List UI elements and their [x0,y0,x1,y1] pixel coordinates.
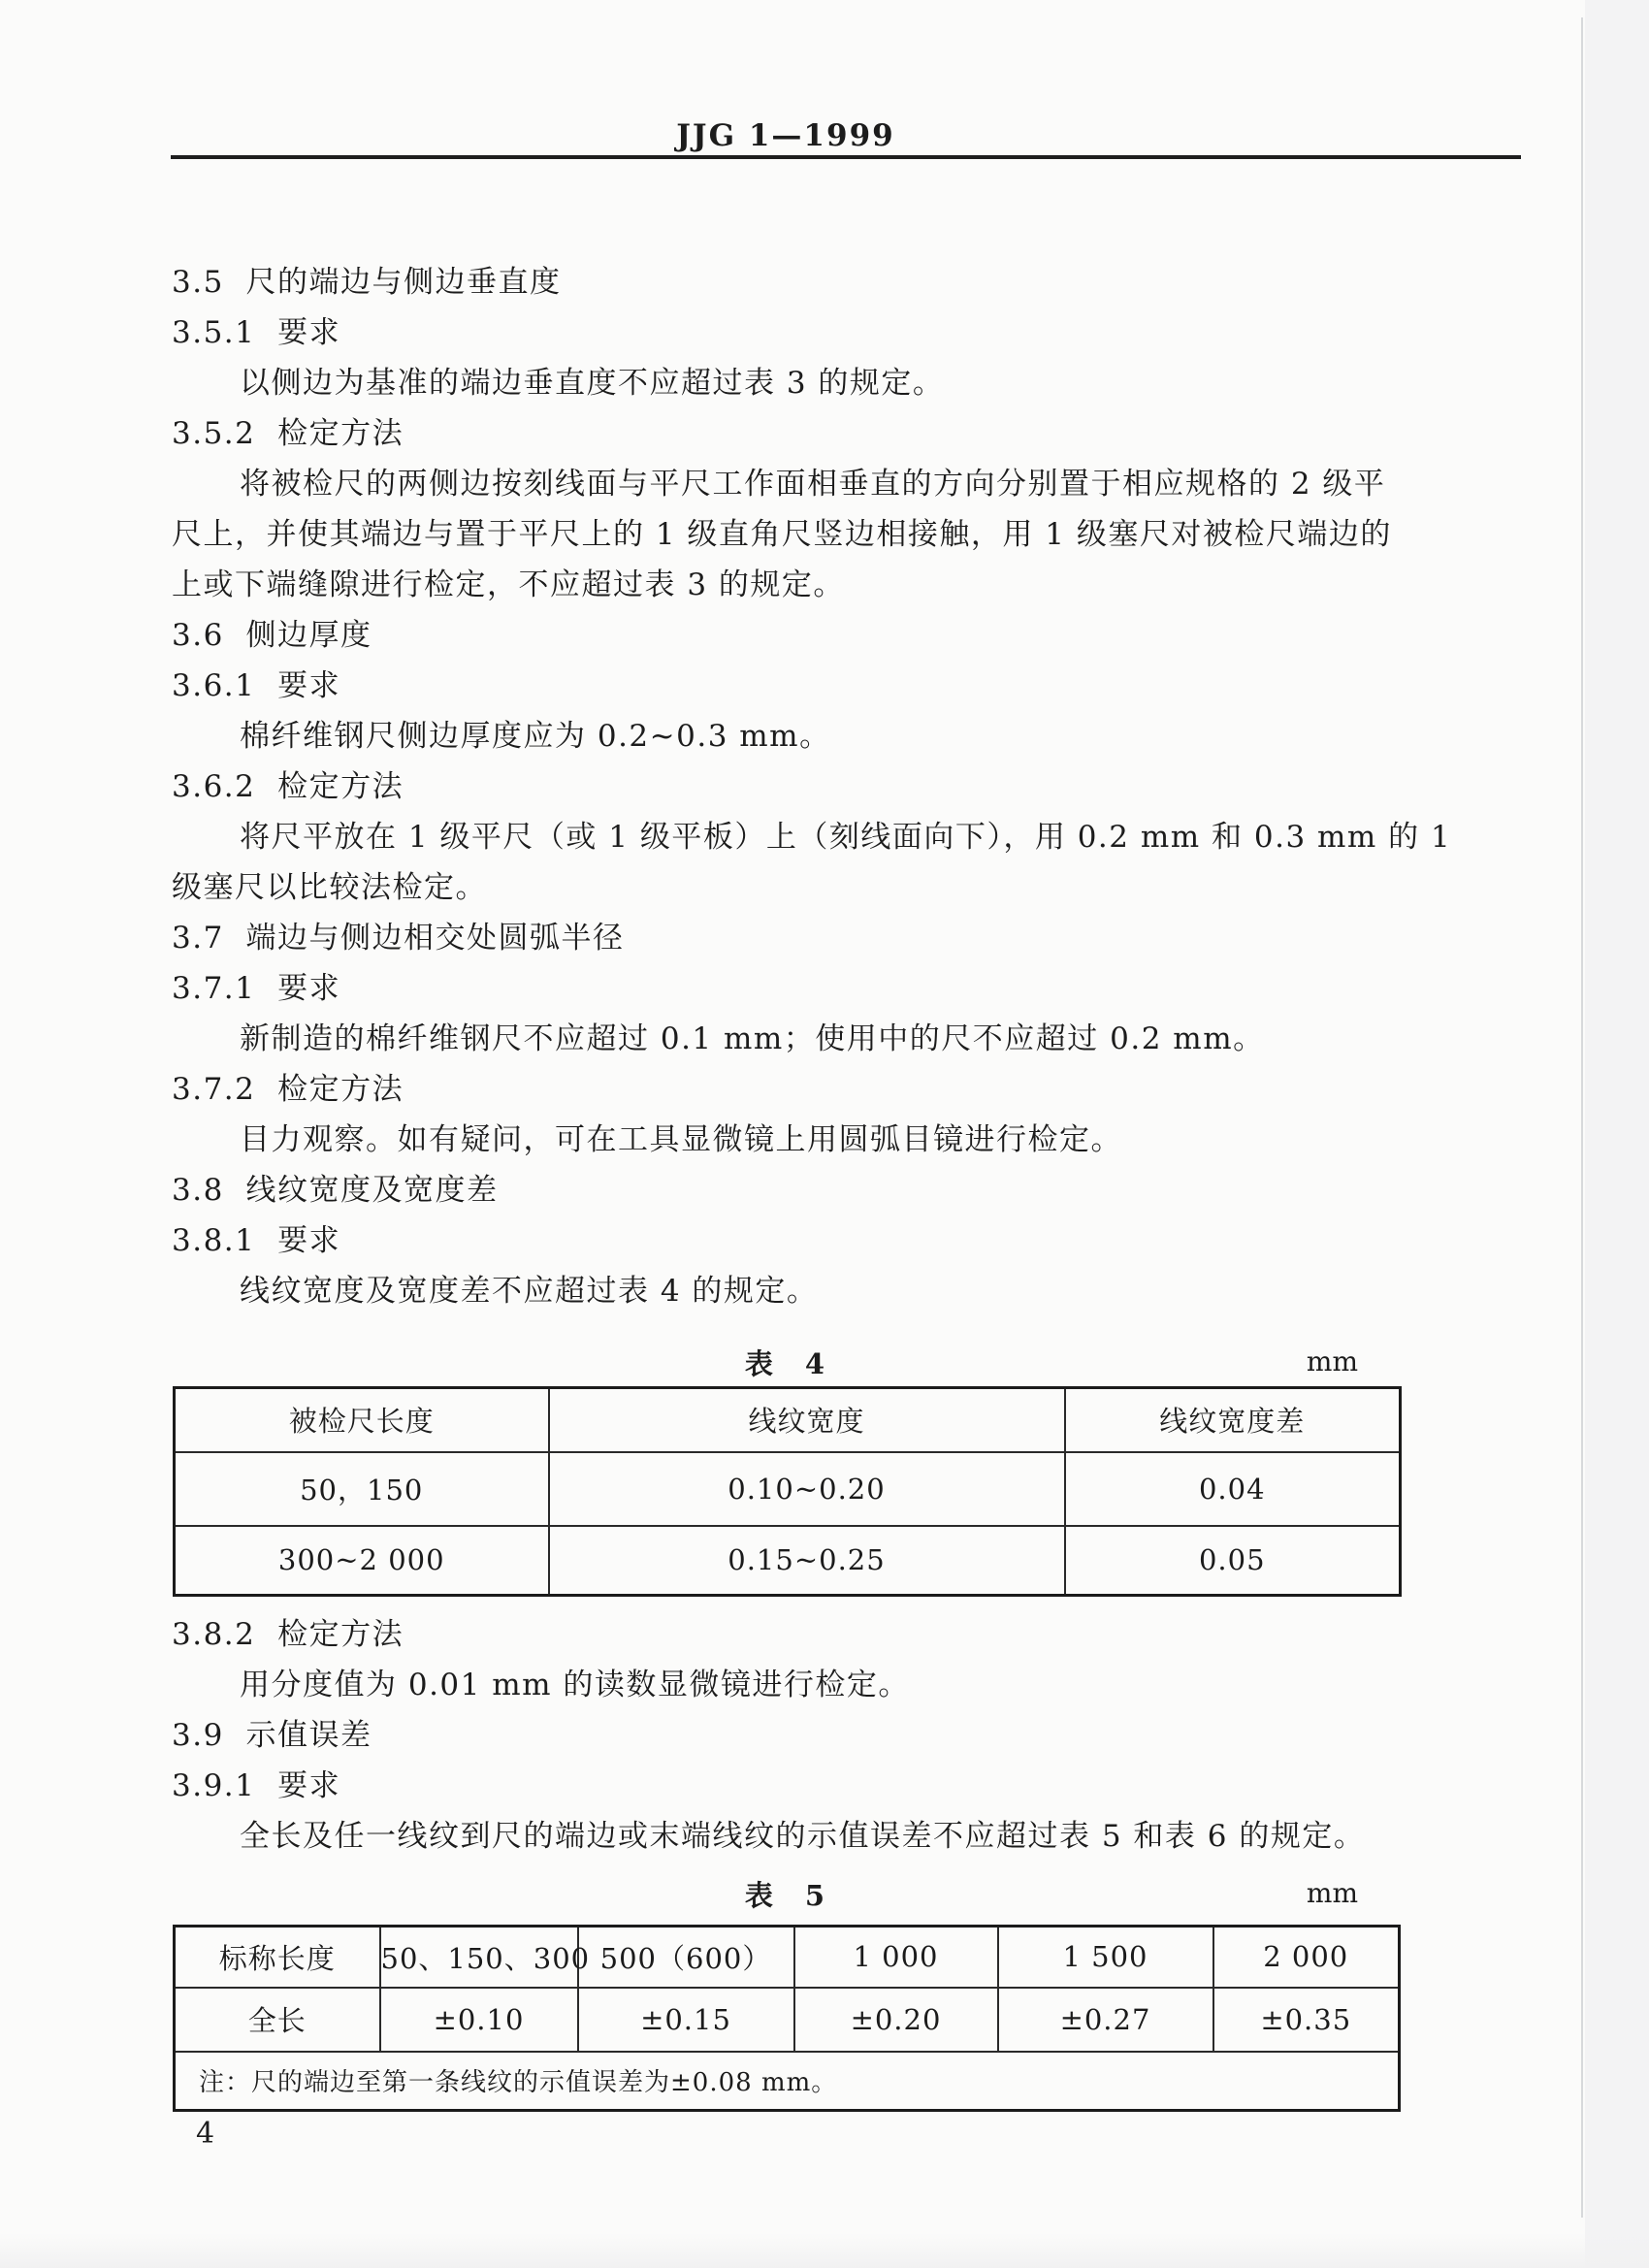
table-cell: 标称长度 [175,1927,380,1988]
heading-3-6-2: 3.6.2 检定方法 [172,769,404,804]
table-cell: 0.15~0.25 [549,1526,1065,1596]
table-cell: ±0.10 [380,1988,578,2052]
scan-bottom-shadow [0,2233,1649,2268]
heading-3-5-2: 3.5.2 检定方法 [172,416,404,451]
page-number: 4 [196,2117,215,2151]
para-3-6-2-line-1: 将尺平放在 1 级平尺（或 1 级平板）上（刻线面向下），用 0.2 mm 和 0.3 mm 的 1 [240,820,1452,855]
table-4 [173,1386,1402,1597]
table-row [175,1526,1401,1596]
table-cell: ±0.15 [578,1988,794,2052]
heading-3-8: 3.8 线纹宽度及宽度差 [172,1173,499,1208]
para-3-9-1: 全长及任一线纹到尺的端边或末端线纹的示值误差不应超过表 5 和表 6 的规定。 [240,1819,1366,1854]
para-3-5-2-line-3: 上或下端缝隙进行检定，不应超过表 3 的规定。 [172,567,845,602]
para-3-8-2: 用分度值为 0.01 mm 的读数显微镜进行检定。 [240,1668,910,1702]
table-cell: 0.05 [1065,1526,1401,1596]
heading-3-6: 3.6 侧边厚度 [172,618,372,653]
table-cell: ±0.20 [794,1988,998,2052]
para-3-6-1: 棉纤维钢尺侧边厚度应为 0.2~0.3 mm。 [240,719,831,754]
heading-3-7-2: 3.7.2 检定方法 [172,1072,404,1107]
table-4-unit: mm [1306,1345,1358,1377]
para-3-5-1: 以侧边为基准的端边垂直度不应超过表 3 的规定。 [240,366,945,401]
table-row [175,2052,1400,2111]
document-number-header: JJG 1—1999 [676,118,895,153]
table-cell: 50，150 [175,1452,549,1526]
scan-background-strip [1585,0,1649,2268]
table-cell: 被检尺长度 [175,1388,549,1452]
para-3-7-1: 新制造的棉纤维钢尺不应超过 0.1 mm；使用中的尺不应超过 0.2 mm。 [240,1021,1265,1056]
para-3-7-2: 目力观察。如有疑问，可在工具显微镜上用圆弧目镜进行检定。 [240,1122,1122,1157]
table-cell: 300~2 000 [175,1526,549,1596]
table-4-caption: 表 4 [744,1347,827,1380]
table-row [175,1988,1400,2052]
table-row [175,1452,1401,1526]
table-note: 注：尺的端边至第一条线纹的示值误差为±0.08 mm。 [175,2052,1400,2111]
table-cell: 全长 [175,1988,380,2052]
heading-3-7: 3.7 端边与侧边相交处圆弧半径 [172,921,625,956]
table-row [175,1927,1400,1988]
heading-3-9-1: 3.9.1 要求 [172,1768,341,1803]
scan-edge-line [1581,17,1583,2218]
table-cell: 1 000 [794,1927,998,1988]
table-cell: 50、150、300 [380,1927,578,1988]
table-cell: 0.10~0.20 [549,1452,1065,1526]
table-5-unit: mm [1306,1877,1358,1909]
heading-3-8-2: 3.8.2 检定方法 [172,1617,404,1652]
table-cell: 2 000 [1213,1927,1400,1988]
table-cell: 1 500 [998,1927,1213,1988]
table-cell: 0.04 [1065,1452,1401,1526]
para-3-8-1: 线纹宽度及宽度差不应超过表 4 的规定。 [240,1274,819,1309]
table-cell: 线纹宽度差 [1065,1388,1401,1452]
heading-3-8-1: 3.8.1 要求 [172,1223,341,1258]
heading-3-7-1: 3.7.1 要求 [172,971,341,1006]
heading-3-5-1: 3.5.1 要求 [172,315,341,350]
heading-3-9: 3.9 示值误差 [172,1718,372,1753]
table-row [175,1388,1401,1452]
para-3-5-2-line-2: 尺上，并使其端边与置于平尺上的 1 级直角尺竖边相接触，用 1 级塞尺对被检尺端边的 [172,517,1392,552]
table-cell: ±0.27 [998,1988,1213,2052]
para-3-6-2-line-2: 级塞尺以比较法检定。 [172,870,487,905]
table-5-caption: 表 5 [744,1879,827,1912]
table-cell: 500（600） [578,1927,794,1988]
table-cell: ±0.35 [1213,1988,1400,2052]
para-3-5-2-line-1: 将被检尺的两侧边按刻线面与平尺工作面相垂直的方向分别置于相应规格的 2 级平 [240,467,1386,502]
table-cell: 线纹宽度 [549,1388,1065,1452]
heading-3-6-1: 3.6.1 要求 [172,668,341,703]
heading-3-5: 3.5 尺的端边与侧边垂直度 [172,265,562,300]
table-5 [173,1925,1401,2112]
header-rule [171,155,1521,159]
